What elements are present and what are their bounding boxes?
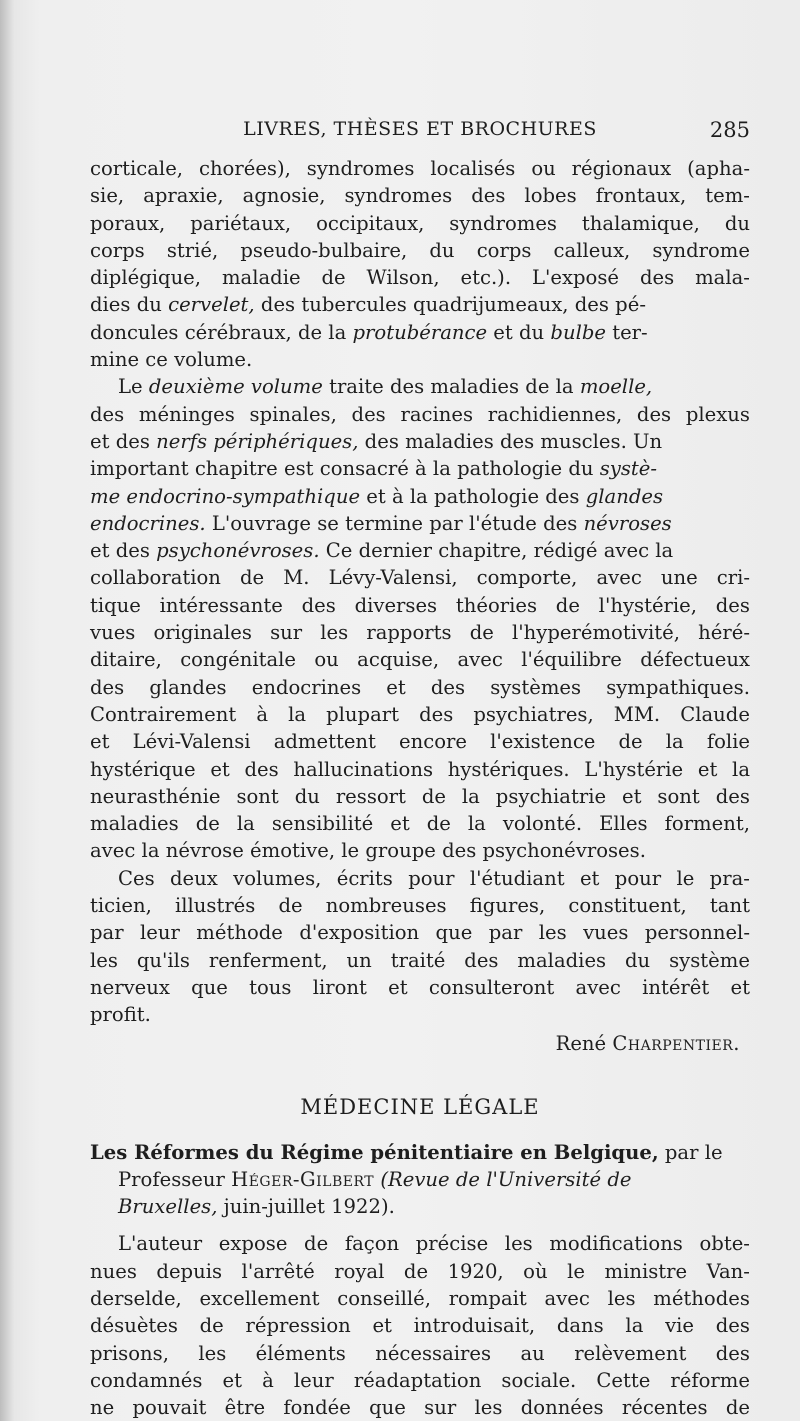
word: et [210,757,230,781]
word: les [90,948,118,972]
word: du [724,211,750,235]
word: et [386,675,406,699]
word: et [390,812,410,836]
signature-first-name: René [555,1031,607,1055]
word: L'auteur [118,1232,203,1256]
word: nues [90,1259,137,1283]
text-line [90,1285,750,1312]
word: avec [544,1286,590,1310]
word: sur [270,621,303,645]
word: endocrines [251,675,362,699]
word: ou [531,157,556,180]
word: occipitaux, [316,211,425,235]
word: être [224,1396,266,1420]
word: façon [344,1232,400,1256]
word: et [579,866,600,890]
word: l'existence [490,730,596,754]
word: la [236,812,255,836]
word: d'exposition [299,921,420,945]
word: tant [709,894,750,918]
word: ditaire, [90,648,162,672]
page-header [90,116,750,146]
word: ministre [604,1259,688,1283]
word: de [618,730,643,754]
word: système [669,948,750,972]
text-line: me endocrino-sympathique et à la pathologie des glandes [90,484,664,508]
word: rompait [448,1286,527,1310]
word: corticale, [90,157,184,180]
text-line [90,919,750,946]
word: strié, [166,238,219,262]
text-line [90,264,750,291]
word: modifications [549,1232,683,1256]
word: hystériques. [447,757,570,781]
word: racines [400,402,474,426]
section-heading: MÉDECINE LÉGALE [300,1094,540,1119]
page-body [90,155,750,1421]
word: des [471,184,506,208]
text-line [90,210,750,237]
word: MM. [613,702,661,726]
citation-line: Bruxelles, juin-juillet 1922). [118,1195,395,1219]
word: ticien, [90,894,152,918]
spacer [90,1220,750,1230]
word: depuis [156,1259,223,1283]
word: le [676,866,695,890]
word: pouvait [132,1396,207,1420]
word: théories [455,593,538,617]
word: les [504,1232,533,1256]
word: hystérique [90,757,196,781]
word: plupart [326,702,400,726]
word: de [725,1396,750,1420]
word: ressort [335,784,406,808]
word: l'hystérie, [598,593,697,617]
word: écrits [336,866,393,890]
word: conseillé, [337,1286,431,1310]
citation-line: Professeur Héger-Gilbert (Revue de l'Université de [118,1167,632,1191]
word: figures, [469,894,546,918]
text-line [90,182,750,209]
word: hallucinations [293,757,434,781]
word: les [474,1396,503,1420]
word: comporte, [476,566,578,590]
text-line: profit. [90,1003,151,1027]
word: de [304,1232,329,1256]
word: syndromes [306,157,415,180]
word: syndromes [449,211,557,235]
word: par [90,921,124,945]
word: excellement [199,1286,320,1310]
word: sont [657,784,700,808]
text-line [90,892,750,919]
word: illustrés [174,894,256,918]
word: nécessaires [375,1341,492,1365]
word: etc.). [460,266,512,290]
word: des [301,593,336,617]
word: L'exposé [531,266,620,290]
word: désuètes [90,1314,178,1338]
word: une [660,566,698,590]
word: Contrairement [90,702,237,726]
word: de [421,784,446,808]
word: réforme [670,1368,750,1392]
word: psychiatres, [473,702,594,726]
text-line [90,974,750,1001]
word: mala- [695,266,750,290]
text-line: et des psychonévroses. Ce dernier chapitre, rédigé avec la [90,539,674,563]
word: à [262,1368,274,1392]
word: de [321,266,346,290]
citation-line: Les Réformes du Régime pénitentiaire en Belgique, par le [90,1140,723,1164]
word: des [419,702,454,726]
word: prisons, [90,1341,169,1365]
word: diplégique, [90,266,202,290]
word: condamnés [90,1368,203,1392]
word: apraxie, [143,184,224,208]
word: forment, [664,812,750,836]
word: la [665,730,684,754]
word: (apha- [687,157,750,180]
word: congénitale [180,648,297,672]
word: éléments [255,1341,346,1365]
word: et [622,784,642,808]
word: avec [596,566,642,590]
word: des [715,593,750,617]
word: des [90,402,125,426]
word: fondée [283,1396,351,1420]
word: méninges [138,402,235,426]
word: neurasthénie [90,784,221,808]
word: sont [236,784,279,808]
word: vie [665,1314,695,1338]
word: des [90,675,125,699]
word: des [715,784,750,808]
word: localisés [430,157,516,180]
word: collaboration [90,566,221,590]
word: du [625,948,651,972]
word: intérêt [642,975,710,999]
word: des [715,1341,750,1365]
text-line: et des nerfs périphériques, des maladies des muscles. Un [90,429,663,453]
text-line: doncules cérébraux, de la protubérance et du bulbe ter- [90,320,648,344]
word: rachidiennes, [487,402,623,426]
text-line: mine ce volume. [90,348,253,372]
word: thalamique, [581,211,700,235]
text-line [90,701,750,728]
word: du [294,784,320,808]
text-line [90,619,750,646]
word: par [488,921,523,945]
word: des [636,402,672,426]
word: volumes, [233,866,322,890]
word: systèmes [490,675,582,699]
review-signature [90,1029,750,1059]
word: pra- [709,866,750,890]
word: deux [170,866,218,890]
word: et [388,975,408,999]
word: régionaux [571,157,672,180]
word: renferment, [208,948,328,972]
word: Elles [599,812,648,836]
word: des [715,1314,750,1338]
word: poraux, [90,211,166,235]
word: de [199,1314,224,1338]
word: la [288,702,307,726]
word: maladie [221,266,301,290]
word: sensibilité [271,812,374,836]
word: et [90,730,110,754]
word: ou [314,648,339,672]
word: lobes [524,184,577,208]
word: l'arrêté [241,1259,315,1283]
text-line [118,1230,750,1257]
word: traité [390,948,446,972]
text-line [118,865,750,892]
word: diverses [354,593,438,617]
word: ne [90,1396,115,1420]
text-line [90,564,750,591]
text-line [90,674,750,701]
word: de [195,812,220,836]
word: calleux, [553,238,631,262]
word: données [520,1396,604,1420]
word: l'équilibre [521,648,622,672]
text-line [90,237,750,264]
text-line [90,783,750,810]
word: pour [408,866,455,890]
word: que [369,1396,406,1420]
word: intéressante [159,593,283,617]
text-line [90,646,750,673]
word: acquise, [357,648,440,672]
word: agnosie, [242,184,326,208]
text-line: dies du cervelet, des tubercules quadrijumeaux, des pé- [90,293,646,317]
word: pseudo-bulbaire, [240,238,408,262]
word: avec [457,648,503,672]
text-line [90,1312,750,1339]
word: dans [556,1314,604,1338]
word: du [429,238,455,262]
text-line [90,810,750,837]
word: tem- [705,184,750,208]
word: avec [575,975,621,999]
word: rapports [366,621,452,645]
word: sur [424,1396,457,1420]
word: introduisait, [413,1314,536,1338]
word: des [639,266,675,290]
word: sociale. [501,1368,577,1392]
word: plexus [685,402,750,426]
word: l'étudiant [469,866,565,890]
word: Lévy-Valensi, [328,566,458,590]
word: glandes [149,675,227,699]
word: L'hystérie [584,757,684,781]
word: Lévi-Valensi [132,730,251,754]
word: corps [476,238,532,262]
word: tique [90,593,141,617]
text-line [90,155,750,182]
page-gutter-shadow [0,0,14,1421]
word: cri- [716,566,750,590]
word: où [523,1259,548,1283]
word: admettent [273,730,376,754]
word: vues [583,921,629,945]
word: et [730,975,750,999]
text-line: important chapitre est consacré à la pathologie du systè- [90,457,657,481]
word: de [469,621,494,645]
word: des [464,948,499,972]
word: folie [706,730,750,754]
word: et [222,1368,243,1392]
word: les [198,1341,227,1365]
word: nerveux [90,975,170,999]
word: royal [334,1259,385,1283]
word: 1920, [447,1259,504,1283]
word: récentes [621,1396,708,1420]
word: héré- [698,621,750,645]
page-number: 285 [709,118,750,142]
word: spinales, [249,402,337,426]
text-line [90,1258,750,1285]
word: et [697,757,718,781]
text-line [90,756,750,783]
word: corps [90,238,145,262]
text-line [90,401,750,428]
word: nombreuses [325,894,447,918]
word: Cette [596,1368,651,1392]
word: des [244,757,279,781]
word: de [403,1259,429,1283]
word: que [191,975,228,999]
word: qu'ils [136,948,190,972]
word: Ces [118,866,155,890]
word: personnel- [644,921,750,945]
text-line [90,592,750,619]
word: des [430,675,466,699]
word: constituent, [568,894,687,918]
word: sympathiques. [606,675,750,699]
word: Claude [680,702,750,726]
word: Van- [706,1259,750,1283]
word: de [240,566,265,590]
word: réadaptation [353,1368,482,1392]
word: à [256,702,268,726]
text-line: Le deuxième volume traite des maladies de la moelle, [118,375,653,399]
word: sie, [90,184,125,208]
word: obte- [699,1232,750,1256]
word: précise [415,1232,489,1256]
text-line: endocrines. L'ouvrage se termine par l'étude des névroses [90,511,672,535]
word: frontaux, [595,184,687,208]
word: derselde, [90,1286,182,1310]
word: encore [399,730,467,754]
word: un [346,948,372,972]
word: et [372,1314,392,1338]
word: les [607,1286,636,1310]
word: Wilson, [366,266,440,290]
word: liront [312,975,367,999]
word: les [320,621,349,645]
word: maladies [90,812,179,836]
word: défectueux [640,648,750,672]
signature-last-name: Charpentier. [612,1031,740,1055]
word: les [538,921,567,945]
word: la [625,1314,644,1338]
word: consulteront [428,975,555,999]
word: la [732,757,750,781]
word: relèvement [574,1341,687,1365]
word: leur [140,921,180,945]
word: méthodes [653,1286,750,1310]
word: chorées), [198,157,291,180]
text-line [90,947,750,974]
word: méthode [196,921,283,945]
text-line [90,1394,750,1421]
word: l'hyperémotivité, [512,621,680,645]
word: pariétaux, [190,211,292,235]
word: expose [218,1232,288,1256]
word: syndrome [652,238,750,262]
word: le [567,1259,585,1283]
word: leur [293,1368,334,1392]
text-line [90,1340,750,1367]
word: volonté. [502,812,583,836]
text-line [90,728,750,755]
word: répression [245,1314,351,1338]
word: au [520,1341,545,1365]
word: maladies [517,948,607,972]
word: syndromes [344,184,453,208]
word: de [426,812,451,836]
word: tous [249,975,292,999]
word: pour [614,866,662,890]
text-line [90,1367,750,1394]
word: vues [90,621,136,645]
word: la [461,784,480,808]
word: psychiatrie [495,784,607,808]
running-head: LIVRES, THÈSES ET BROCHURES [243,118,597,140]
word: des [351,402,386,426]
word: de [278,894,303,918]
word: M. [283,566,310,590]
word: de [555,593,580,617]
word: que [435,921,473,945]
text-line: avec la névrose émotive, le groupe des psychonévroses. [90,839,646,863]
word: originales [153,621,252,645]
word: la [467,812,486,836]
